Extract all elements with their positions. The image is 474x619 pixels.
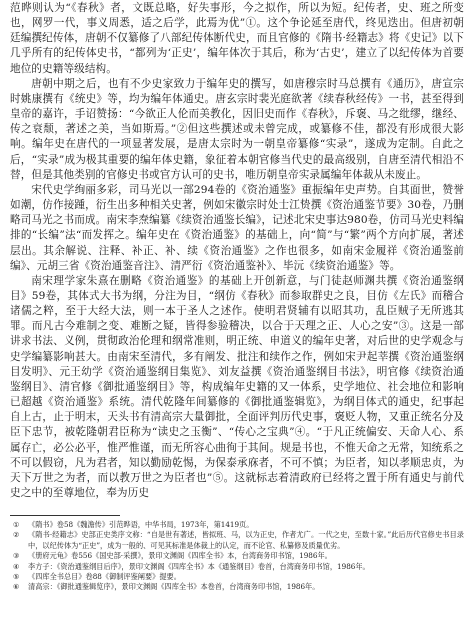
- footnote-text: 《隋书·经籍志》史部正史类序文称：“自是世有著述，皆拟班、马，以为正史，作者尤广。一代之史，至数十家。”此后历代官修史书目录中，以纪传体为“正史”，成为一般的、可见其标准是体裁上的认定，而不论官、私纂修及质量优劣。: [28, 530, 464, 550]
- footnote-number: ①: [13, 520, 20, 529]
- footnote-number: ⑥: [13, 582, 20, 592]
- body-text: [10, 1, 464, 511]
- footnote-number: ⑤: [13, 572, 20, 582]
- footnote-5: [10, 572, 464, 582]
- paragraph-4: 南宋理学家朱熹在删略《资治通鉴》的基础上开创新意，与门徒赵师渊共撰《资治通鉴纲目》59卷，其体式大书为纲，分注为目，“纲仿《春秋》而参取群史之良，目仿《左氏》而稽合诸儒之粹，至于大经大法，则一本于圣人之述作。使明君贤辅有以昭其功，乱臣贼子无所逃其罪。而凡古今难制之变、难断之疑，皆得参验稽决，以合于天理之正、人心之安”③。这是一部讲求书法、义例，贯彻政治伦理和纲常准则，明正统、申道义的编年史著，对后世的史学观念与史学编纂影响甚大。由南宋至清代，多有阐发、批注和续作之作，例如宋尹起莘撰《资治通鉴纲目发明》、元王幼学《资治通鉴纲目集览》、刘友益撰《资治通鉴纲目书法》，明官修《续资治通鉴纲目》、清官修《御批通鉴纲目》等，构成编年史籍的又一体系，史学地位、社会地位和影响已超越《资治通鉴》系统。清代乾隆年间纂修的《御批通鉴辑览》，为纲目体式的通史，纪事起自上古，止于明末，天头书有清高宗大量御批，全面评判历代史事，褒贬人物，又重正统名分及臣下忠节，被乾隆朝君臣称为“读史之玉衡”、“传心之宝典”④。“于凡正统偏安、天命人心、系属存亡，必公必平，惟严惟谨，而无所容心曲徇于其间。规是书也，不惟天命之无常，知统系之不可以假窃，凡为君者，知以勤励乾惕，为保泰承庥者，不可不慎；为臣者，知以孝顺忠贞，为天下万世之为者，而以教万世之为臣者也”⑤。这就标志着清政府已经将之置于所有通史与前代史之中的至尊地位，奉为历史: [10, 274, 464, 499]
- footnote-text: 清高宗：《御批通鉴辑览序》，景印文渊阁《四库全书》本卷首，台湾商务印书馆，1986年。: [28, 582, 320, 592]
- paragraph-1: 范晔则认为“《春秋》者，文既总略，好失事形，今之拟作，所以为短。纪传者，史、班之所变也，网罗一代，事义周悉，适之后学，此焉为优”①。这个争论延至唐代，终见迭出。但唐初朝廷编撰纪传体，唐朝不仅纂修了八部纪传体断代史，而且官修的《隋书·经籍志》将《史记》以下几乎所有的纪传体史书，“都列为‘正史’，编年体次于其后，称为‘古史’，建立了以纪传体为首要地位的史籍等级结构。: [10, 2, 464, 75]
- footnote-divider: [10, 515, 120, 516]
- footnote-number: ②: [13, 530, 20, 540]
- footnote-4: [10, 562, 464, 572]
- paragraph-2: 唐朝中期之后，也有不少史家致力于编年史的撰写，如唐穆宗时马总撰有《通历》，唐宣宗时姚康撰有《统史》等，均为编年体通史。唐玄宗时裴光庭欲著《续春秋经传》一书，甚至得到皇帝的嘉许，手诏赞扬：“今欲正人伦而美教化，因旧史而作《春秋》，斥褒、马之纰缪，继经、传之衰颓，著述之美，当如斯焉。”②但这些撰述或未曾完成，或纂修不佳，都没有形成很大影响。编年史在唐代的一项显著发展，是唐太宗时为一朝皇帝纂修“实录”，遂成为定制。自此之后，“实录”成为极其重要的编年体史籍，象征着本朝官修当代史的最高级别，自唐至清代相沿不替，但是其他类别的官修史书或官方认可的史书，唯历朝皇帝实录属编年体裁从未废止。: [10, 77, 464, 181]
- footnote-6: [10, 582, 464, 592]
- footnote-2: [10, 530, 464, 551]
- footnotes: [10, 520, 464, 593]
- paragraph-3: 宋代史学绚丽多彩，司马光以一部294卷的《资治通鉴》重振编年史声势。自其面世，赞誉如潮，仿作接踵，衍生出多种相关史著，例如宋徽宗时处士江贽撰《资治通鉴节要》30卷，乃删略司马光之书而成。南宋李焘编纂《续资治通鉴长编》，记述北宋史事达980卷，仿司马光史料编排的“长编”法“而发挥之。编年史在《资治通鉴》的基础上，向“简”与“繁”两个方向扩展，著述层出。其余解说、注释、补正、补、续《资治通鉴》之作也很多，如南宋金履祥《资治通鉴前编》、元胡三省《资治通鉴音注》、清严衍《资治通鉴补》、毕沅《续资治通鉴》等。: [10, 183, 464, 272]
- footnote-text: 《隋书》卷58《魏澹传》引范晔语，中华书局，1973年，第1419页。: [28, 520, 254, 529]
- footnote-text: 李方子：《资治通鉴纲目后序》，景印文渊阁《四库全书》本《通鉴纲目》卷首，台湾商务印书馆，1986年。: [28, 561, 370, 571]
- footnote-1: [10, 520, 464, 530]
- footnote-text: 《四库全书总目》卷88《御制评鉴阐要》提要。: [28, 572, 181, 582]
- footnote-number: ③: [13, 551, 20, 561]
- footnote-text: 《册府元龟》卷556《国史部·采撰》，景印文渊阁《四库全书》本，台湾商务印书馆，1986年。: [28, 551, 332, 561]
- footnote-number: ④: [13, 561, 20, 571]
- footnote-3: [10, 551, 464, 561]
